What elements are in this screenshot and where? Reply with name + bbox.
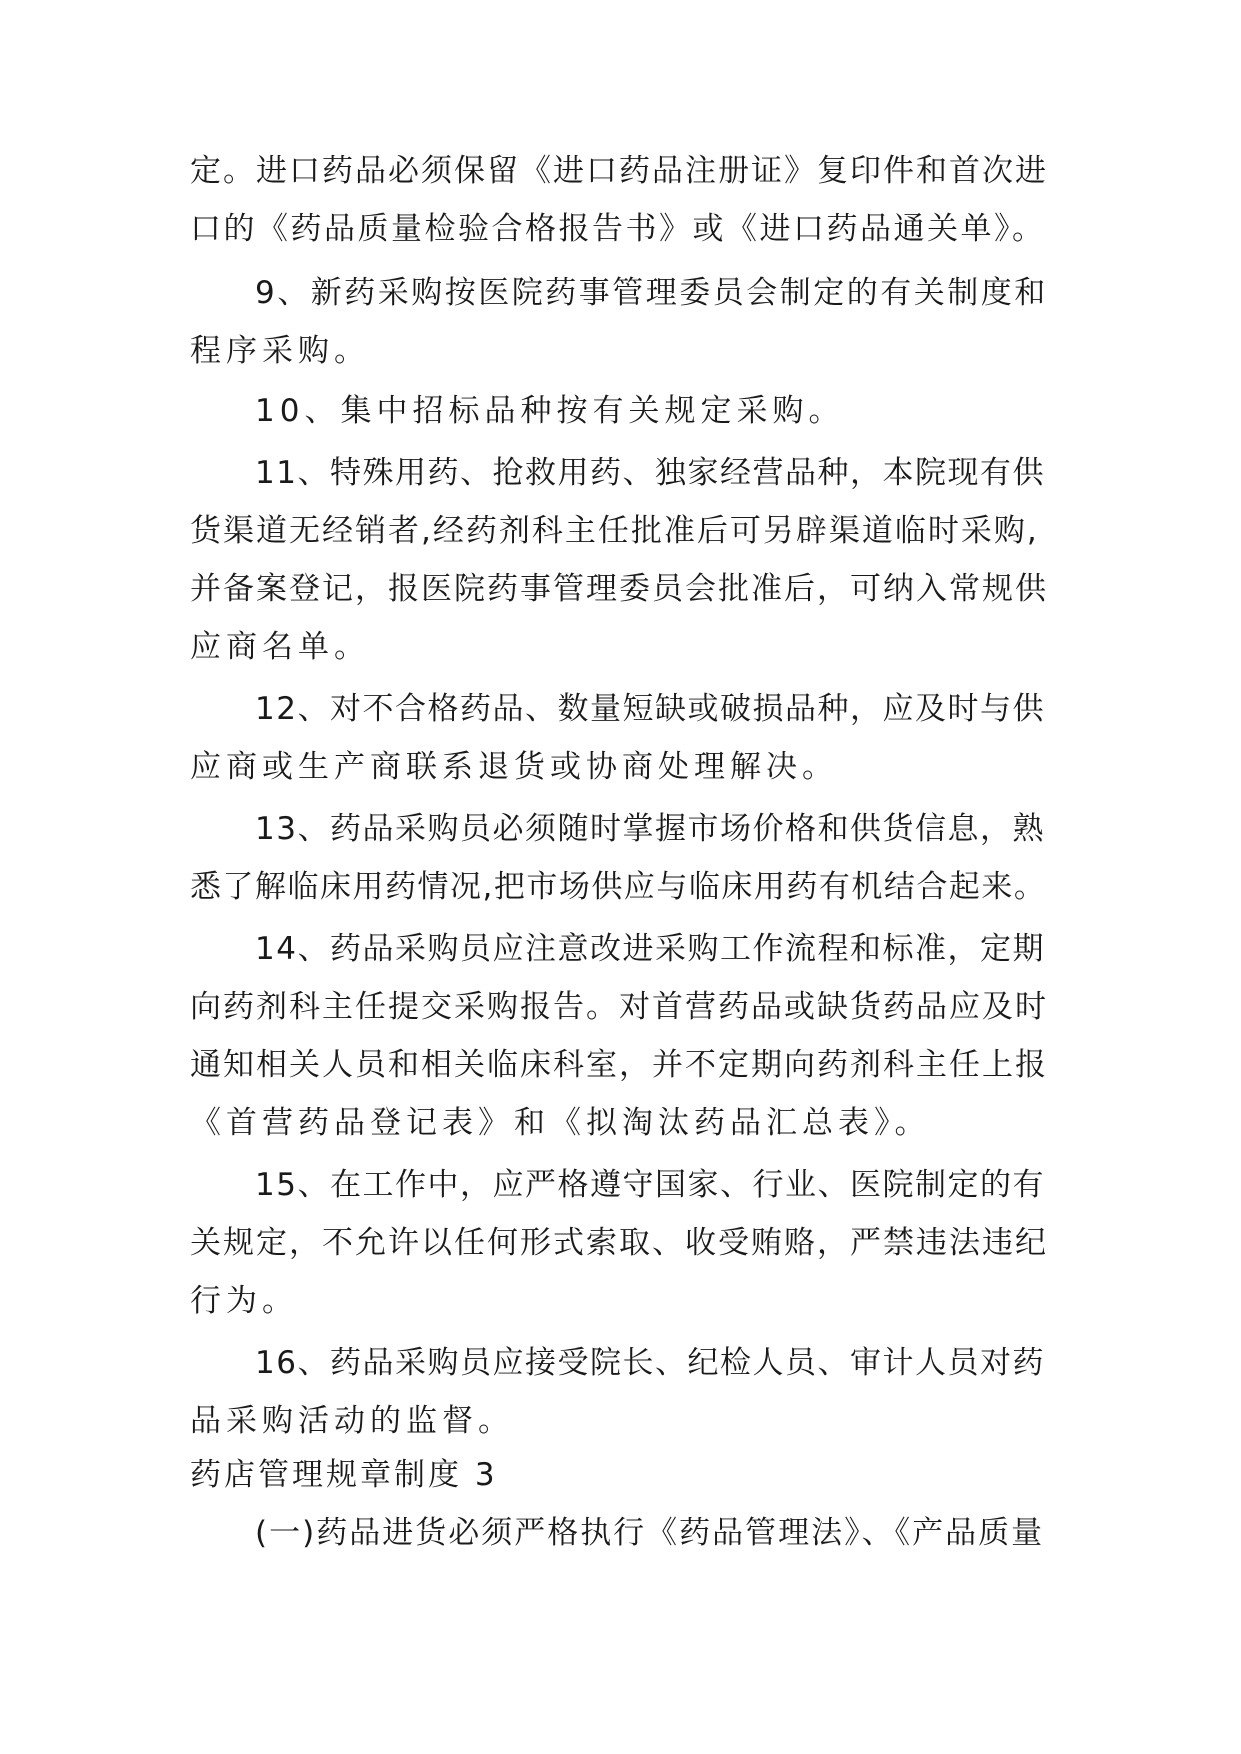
body-line: 《首营药品登记表》和《拟淘汰药品汇总表》。 [190,1105,931,1141]
paragraph-12-line: 12、对不合格药品、数量短缺或破损品种，应及时与供 [255,691,1045,727]
body-line: 应商名单。 [190,629,370,665]
paragraph-14-line: 14、药品采购员应注意改进采购工作流程和标准，定期 [255,931,1045,967]
body-line: 悉了解临床用药情况,把市场供应与临床用药有机结合起来。 [190,869,1047,905]
body-line: 程序采购。 [190,333,370,369]
paragraph-15-line: 15、在工作中，应严格遵守国家、行业、医院制定的有 [255,1167,1045,1203]
body-line: 并备案登记，报医院药事管理委员会批准后，可纳入常规供 [190,571,1048,607]
body-line: 关规定，不允许以任何形式索取、收受贿赂，严禁违法违纪 [190,1225,1048,1261]
paragraph-13-line: 13、药品采购员必须随时掌握市场价格和供货信息，熟 [255,811,1045,847]
paragraph-10-line: 10、集中招标品种按有关规定采购。 [255,393,845,429]
body-line: 货渠道无经销者,经药剂科主任批准后可另辟渠道临时采购, [190,513,1039,549]
paragraph-9-line: 9、新药采购按医院药事管理委员会制定的有关制度和 [255,275,1048,311]
body-line: 品采购活动的监督。 [190,1403,514,1439]
body-line: 定。进口药品必须保留《进口药品注册证》复印件和首次进 [190,153,1048,189]
paragraph-16-line: 16、药品采购员应接受院长、纪检人员、审计人员对药 [255,1345,1045,1381]
section-first-line: (一)药品进货必须严格执行《药品管理法》、《产品质量 [255,1515,1045,1551]
body-line: 口的《药品质量检验合格报告书》或《进口药品通关单》。 [190,211,1046,247]
paragraph-11-line: 11、特殊用药、抢救用药、独家经营品种，本院现有供 [255,455,1045,491]
section-heading: 药店管理规章制度 3 [190,1457,498,1493]
body-line: 通知相关人员和相关临床科室，并不定期向药剂科主任上报 [190,1047,1048,1083]
body-line: 行为。 [190,1283,298,1319]
body-line: 应商或生产商联系退货或协商处理解决。 [190,749,838,785]
body-line: 向药剂科主任提交采购报告。对首营药品或缺货药品应及时 [190,989,1048,1025]
